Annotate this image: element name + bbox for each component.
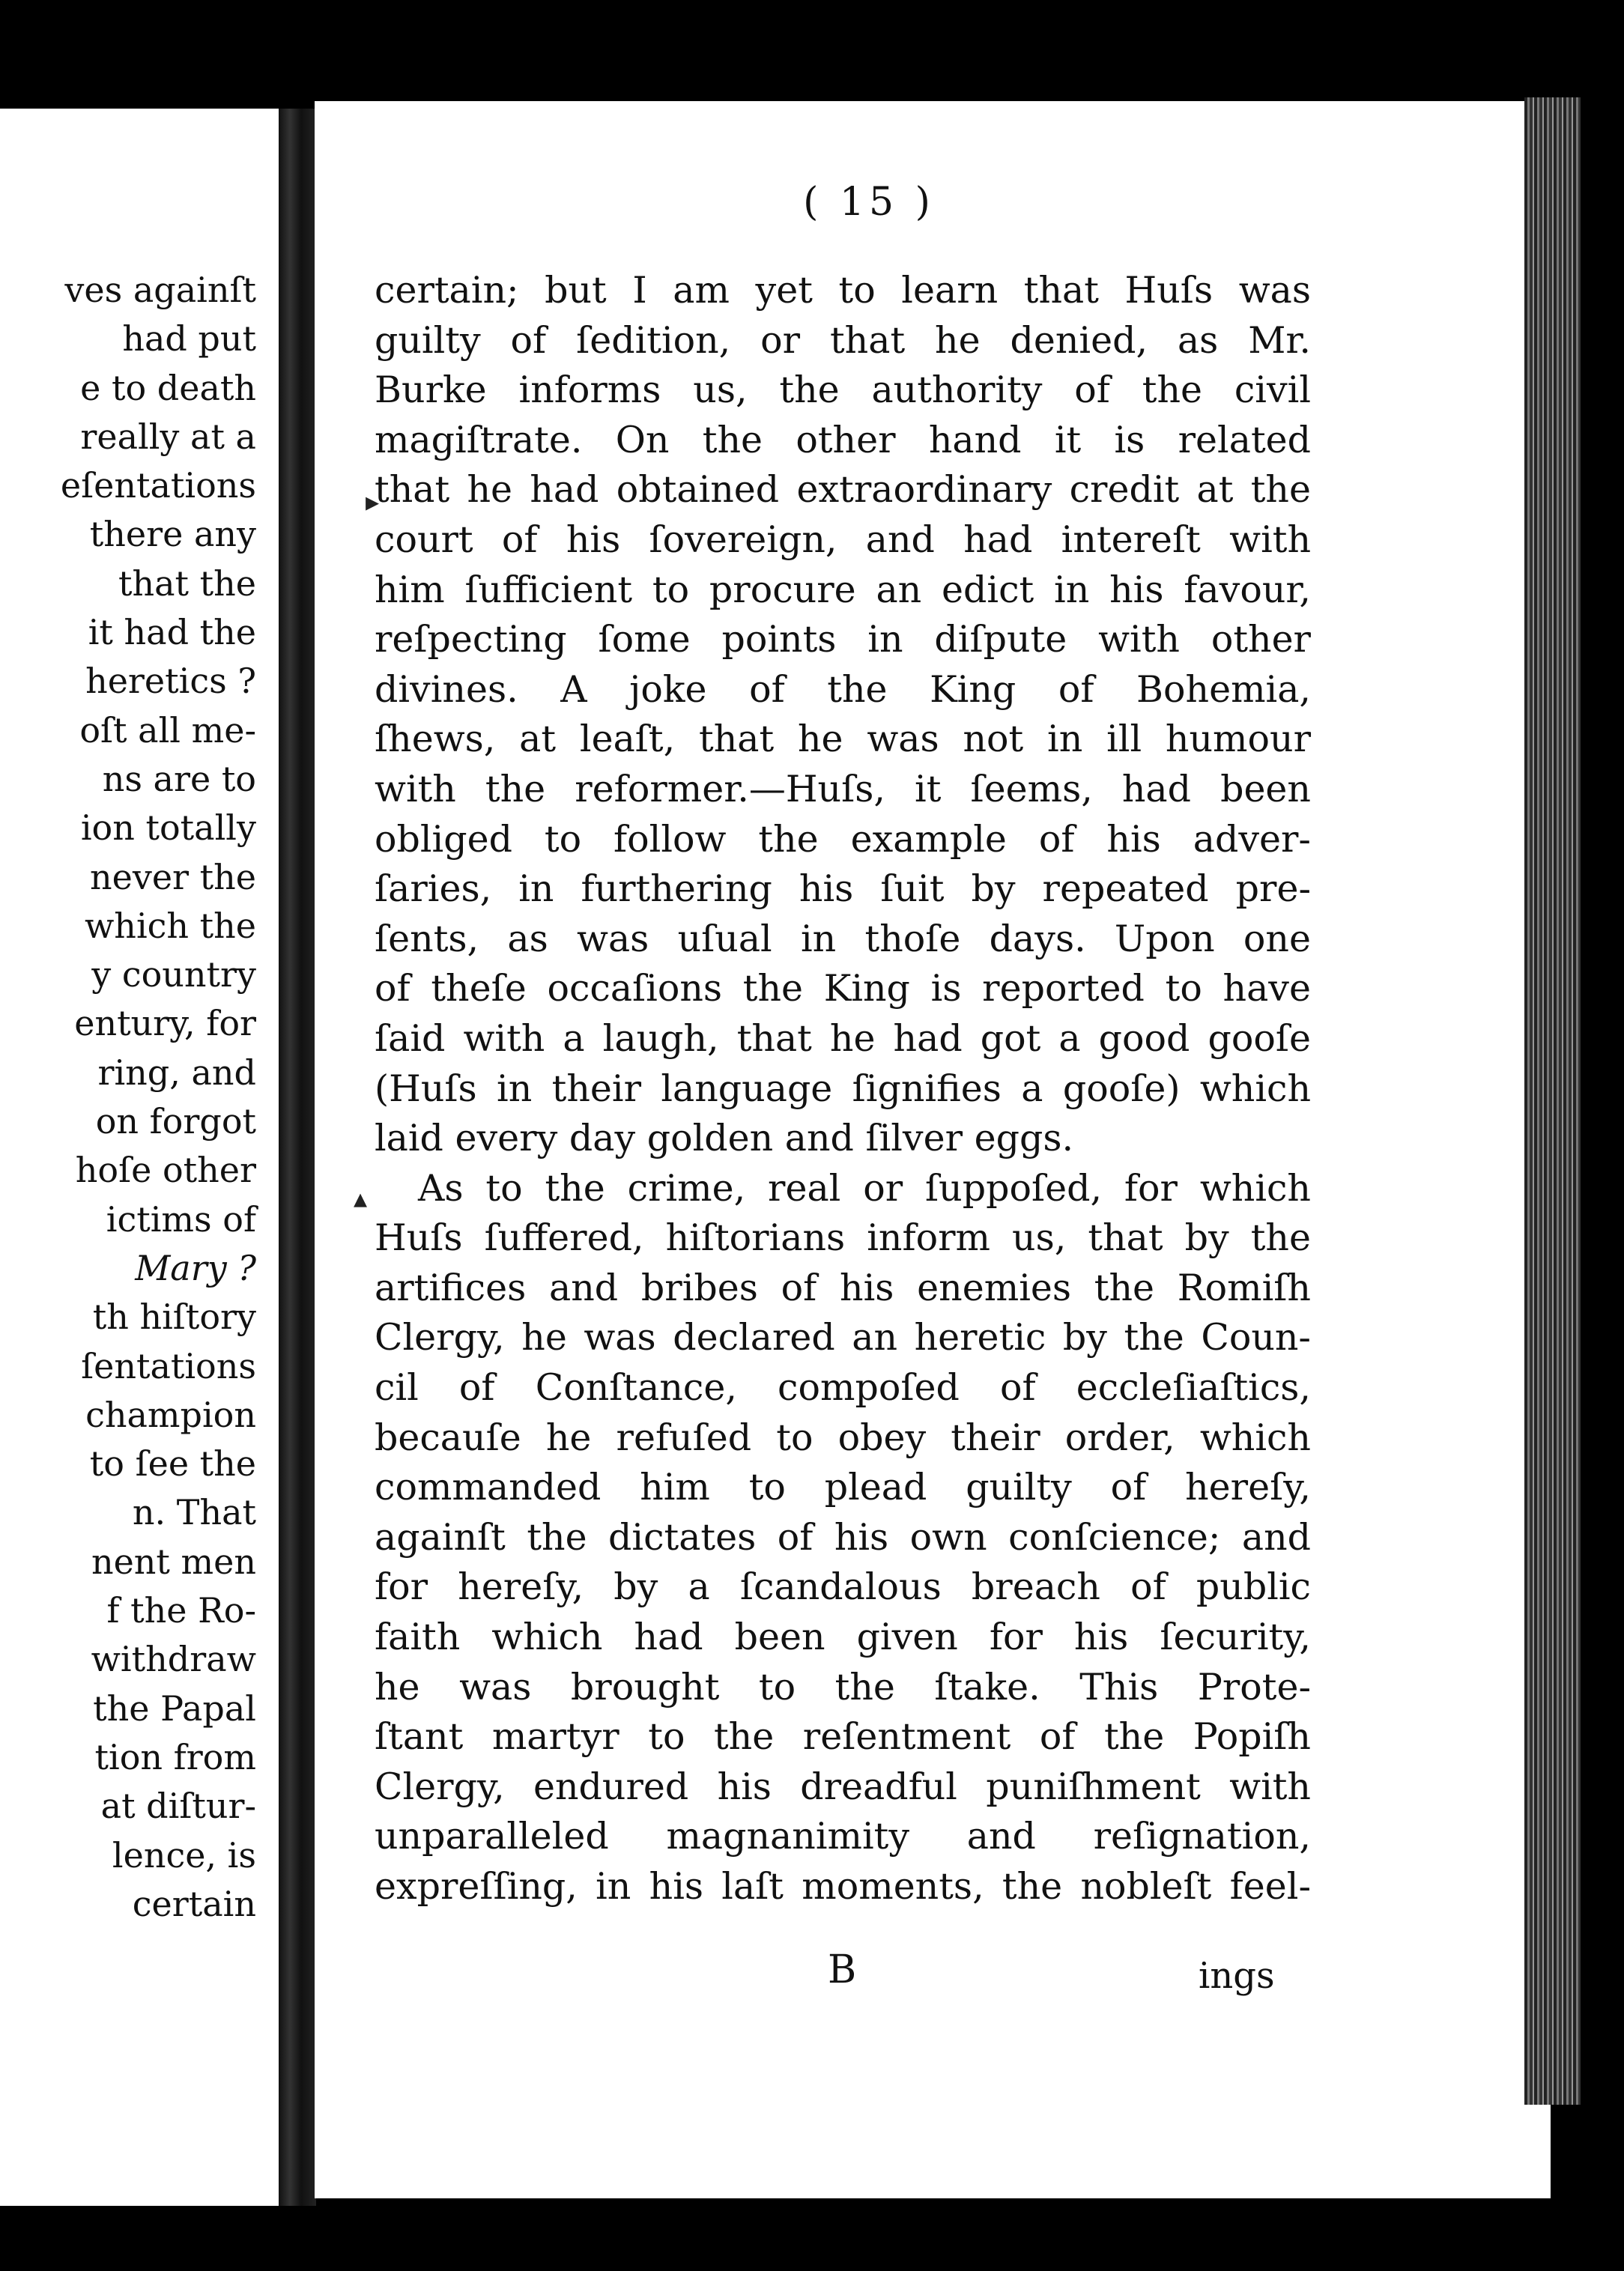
text-line: Huſs ſuffered, hiſtorians inform us, that by the [375,1216,1311,1260]
left-line: hoſe other [75,1150,256,1191]
text-line: expreſſing, in his laſt moments, the nobleſt feel- [375,1865,1311,1908]
text-line: ſents, as was uſual in thoſe days. Upon one [375,917,1311,960]
left-line: ion totally [80,807,256,849]
text-line: Clergy, he was declared an heretic by the Coun- [375,1316,1311,1359]
page-number: ( 15 ) [803,180,935,225]
text-line: againſt the dictates of his own conſcience; and [375,1515,1311,1559]
page-edge [1524,97,1581,2105]
text-line: divines. A joke of the King of Bohemia, [375,667,1311,711]
left-line: lence, is [112,1834,256,1876]
left-line: ns are to [102,758,256,799]
text-line: laid every day golden and ſilver eggs. [375,1117,1074,1160]
left-line: heretics ? [85,661,256,702]
text-line: ſaries, in furthering his ſuit by repeated pre- [375,867,1311,911]
left-line: ring, and [97,1052,256,1093]
left-line: which the [84,905,256,946]
left-line: to ſee the [89,1443,256,1485]
text-line: As to the crime, real or ſuppoſed, for which [418,1166,1311,1210]
left-line: on forgot [95,1101,256,1142]
left-line: champion [85,1394,256,1435]
left-line: ictims of [106,1198,256,1240]
text-line: certain; but I am yet to learn that Huſs was [375,269,1311,312]
text-line: cil of Conſtance, compoſed of eccleſiaſtics, [375,1366,1311,1410]
text-line: he was brought to the ſtake. This Prote- [375,1665,1311,1708]
text-line: obliged to follow the example of his adver- [375,817,1311,861]
left-line: the Papal [93,1688,256,1729]
text-line: with the reformer.—Huſs, it ſeems, had been [375,767,1311,810]
left-line: nent men [91,1541,256,1582]
text-line: ſhews, at leaſt, that he was not in ill humour [375,718,1311,761]
left-line: withdraw [91,1639,256,1680]
left-line: at diſtur- [100,1786,256,1827]
left-line: ſentations [81,1345,256,1386]
left-line: that the [118,563,256,604]
left-line: had put [122,318,256,360]
margin-mark-icon: ▴ [354,1183,368,1214]
text-line: faith which had been given for his ſecurity, [375,1616,1311,1659]
text-line: of theſe occaſions the King is reported to have [375,967,1311,1010]
text-line: reſpecting ſome points in diſpute with other [375,618,1311,661]
left-line: n. That [132,1492,256,1533]
left-line: y country [91,954,256,995]
text-line: (Huſs in their language ſignifies a gooſe) which [375,1067,1311,1110]
margin-mark-icon: ▸ [366,487,380,518]
left-line: eſentations [60,465,256,506]
text-line: becauſe he refuſed to obey their order, which [375,1416,1311,1459]
left-line: entury, for [74,1003,256,1044]
signature-mark: B [828,1947,857,1992]
left-line: it had the [88,612,256,653]
text-line: unparalleled magnanimity and reſignation, [375,1815,1311,1858]
left-line: th hiſtory [92,1297,256,1338]
left-line: oſt all me- [79,709,256,751]
text-line: Clergy, endured his dreadful puniſhment with [375,1765,1311,1808]
book-gutter [279,109,316,2206]
text-line: him ſufficient to procure an edict in his favour, [375,568,1311,611]
left-line: certain [132,1883,256,1924]
text-line: commanded him to plead guilty of hereſy, [375,1466,1311,1509]
text-line: for hereſy, by a ſcandalous breach of public [375,1565,1311,1609]
left-line: there any [89,514,256,555]
text-line: court of his ſovereign, and had intereſt with [375,518,1311,561]
text-line: that he had obtained extraordinary credit at the [375,468,1311,512]
catchword: ings [1199,1955,1275,1997]
left-line: Mary ? [135,1247,256,1288]
text-line: guilty of ſedition, or that he denied, as Mr. [375,318,1311,362]
left-line: really at a [80,416,256,457]
text-line: Burke informs us, the authority of the civil [375,369,1311,412]
text-line: magiſtrate. On the other hand it is related [375,418,1311,461]
left-line: ves againſt [64,270,256,310]
left-line: f the Ro- [106,1590,256,1631]
left-line: never the [89,856,256,897]
text-line: ſaid with a laugh, that he had got a good gooſe [375,1016,1311,1060]
body-text [375,266,1311,1912]
left-page [0,109,279,2206]
left-page-text [1,266,256,1929]
left-line: e to death [80,367,256,408]
text-line: artifices and bribes of his enemies the Romiſh [375,1266,1311,1309]
text-line: ſtant martyr to the reſentment of the Popiſh [375,1715,1311,1759]
left-line: tion from [94,1736,256,1777]
